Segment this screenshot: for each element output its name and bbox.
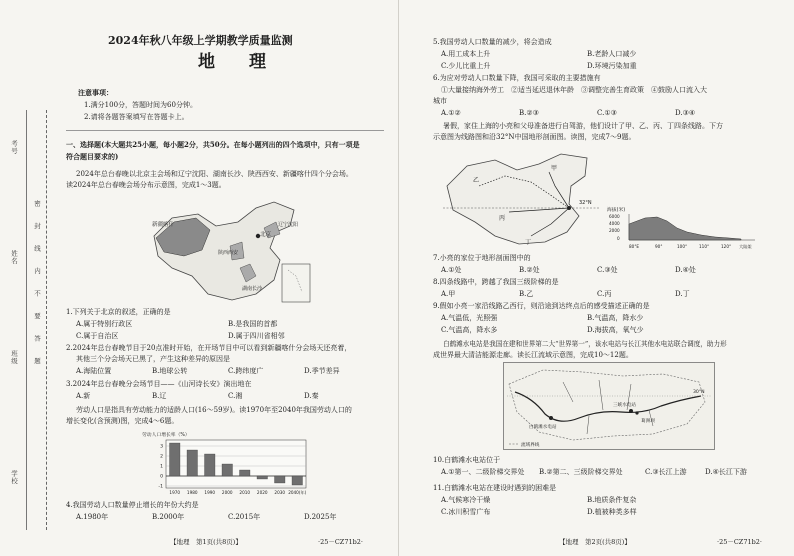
q6-stem: 6.为应对劳动人口数量下降，我国可采取的主要措施有 <box>433 74 601 82</box>
q11-option-a: A.气候寒冷干燥 <box>441 496 491 504</box>
profile-x-90: 90° <box>655 244 663 249</box>
chart-bar-2040(年) <box>292 476 303 485</box>
left-footer: 【地理 第1页(共8页)】 <box>170 538 242 546</box>
q4-stem: 4.我国劳动人口数量停止增长的年份大约是 <box>66 501 199 509</box>
profile-y-6000: 6000 <box>609 214 620 219</box>
q8-option-d: D.丁 <box>675 290 690 298</box>
note-1: 1.满分100分，答题时间为60分钟。 <box>84 101 197 109</box>
q1-option-a: A.属于特别行政区 <box>76 320 133 328</box>
chart-xtick-label: 2020 <box>256 490 268 495</box>
q6-items-tail: 城市 <box>433 97 447 105</box>
labour-growth-chart <box>140 428 310 498</box>
label-gezhouba: 葛洲坝 <box>641 419 655 424</box>
profile-y-4000: 4000 <box>609 221 620 226</box>
chart-xtick-label: 2010 <box>239 490 251 495</box>
profile-y-0: 0 <box>617 236 620 241</box>
chart-bar-1990 <box>205 454 216 476</box>
q1-option-c: C.属于自治区 <box>76 332 119 340</box>
q8-option-a: A.甲 <box>441 290 456 298</box>
label-kashgar: 新疆喀什 <box>152 222 175 228</box>
left-code: ·25－CZ71b2· <box>318 538 363 546</box>
q8-option-c: C.丙 <box>597 290 612 298</box>
number-label: 考号 <box>10 140 18 155</box>
chart-bar-2000 <box>222 464 233 476</box>
q4-option-b: B.2000年 <box>152 513 185 521</box>
chart-xtick-label: 2000 <box>221 490 233 495</box>
route-label-bing: 丙 <box>499 215 506 222</box>
exam-title: 2024年秋八年级上学期教学质量监测 <box>108 34 293 47</box>
q2-option-c: C.跨纬度广 <box>228 367 264 375</box>
profile-x-120: 120° <box>721 244 732 249</box>
yangtze-basin-map <box>503 362 715 450</box>
chart-xtick-label: 1970 <box>169 490 181 495</box>
label-xian: 陕西西安 <box>218 250 239 256</box>
q11-stem: 11.白鹤滩水电站在建设时遇到的困难是 <box>433 484 557 492</box>
binding-line <box>26 110 27 530</box>
chart-bar-1980 <box>187 450 198 476</box>
q9-option-c: C.气温高，降水多 <box>441 326 498 334</box>
q6-option-b: B.②③ <box>519 109 539 117</box>
q3-option-d: D.秦 <box>304 392 319 400</box>
label-changsha: 湖南长沙 <box>242 286 263 292</box>
chart-xtick-label: 2040(年) <box>288 490 307 495</box>
school-label: 学校 <box>10 470 18 485</box>
divider <box>66 130 384 131</box>
chart-xtick-label: 1990 <box>204 490 216 495</box>
gala-venue-map <box>146 196 316 308</box>
q9-option-a: A.气温低，光照强 <box>441 314 498 322</box>
q7-option-b: B.②处 <box>519 266 540 274</box>
intro1-line1: 2024年总台春晚以北京主会场和辽宁沈阳、湖南长沙、陕西西安、新疆喀什四个分会场。 <box>76 170 353 178</box>
q11-option-c: C.冰川积雪广布 <box>441 508 491 516</box>
q4-option-a: A.1980年 <box>76 513 109 521</box>
route-label-32n: 32°N <box>579 200 592 206</box>
profile-sea-label: 大陆架 <box>739 244 752 249</box>
label-30n: 30°N <box>693 390 705 395</box>
seal-line <box>46 110 47 530</box>
q3-option-b: B.辽 <box>152 392 167 400</box>
q2-option-b: B.地球公转 <box>152 367 188 375</box>
q2-option-d: D.季节差异 <box>304 367 340 375</box>
shanghai-dot <box>567 206 571 210</box>
q5-option-b: B.老龄人口减少 <box>587 50 637 58</box>
q10-option-a: A.①第一、二级阶梯交界处 <box>441 468 525 476</box>
notes-heading: 注意事项： <box>78 88 113 97</box>
q2-option-a: A.海陆位置 <box>76 367 112 375</box>
intro2-line1: 劳动人口是指具有劳动能力的适龄人口(16～59岁)。读1970年至2040年我国劳动人口的 <box>76 406 352 414</box>
label-shenyang: 辽宁沈阳 <box>278 222 299 228</box>
right-footer: 【地理 第2页(共8页)】 <box>559 538 631 546</box>
profile-y-2000: 2000 <box>609 228 620 233</box>
chart-bar-2010 <box>240 470 251 476</box>
q6-option-d: D.③④ <box>675 109 696 117</box>
section1-heading: 一、选择题(本大题共25小题，每小题2分，共50分。在每小题列出的四个选项中，只有一项是 <box>66 140 360 149</box>
subject-title: 地 理 <box>198 52 266 72</box>
chart-xtick-label: 2030 <box>274 490 286 495</box>
label-beijing: 北京 <box>260 232 272 238</box>
section1-heading-2: 符合题目要求的) <box>66 152 119 161</box>
profile-x-110: 110° <box>699 244 710 249</box>
chart-bar-2020 <box>257 476 268 479</box>
q3-stem: 3.2024年总台春晚分会场节目——《山河诗长安》演出地在 <box>66 380 252 388</box>
chart-bar-1970 <box>170 443 181 476</box>
seal-text: 密 封 线 内 不 要 答 题 <box>33 200 41 365</box>
intro4-line2: 成世界最大清洁能源走廊。读长江流域示意图，完成10～12题。 <box>433 351 633 359</box>
q6-option-c: C.①③ <box>597 109 617 117</box>
three-gorges-dot <box>629 409 633 413</box>
note-2: 2.请将各题答案填写在答题卡上。 <box>84 113 189 121</box>
route-label-jia: 甲 <box>551 165 558 172</box>
name-label: 姓名 <box>10 250 18 265</box>
q1-stem: 1.下列关于北京的叙述，正确的是 <box>66 308 171 316</box>
q7-option-c: C.③处 <box>597 266 618 274</box>
class-label: 班级 <box>10 350 18 365</box>
q7-option-d: D.④处 <box>675 266 696 274</box>
q2-stem-2: 其他三个分会场天已黑了，产生这种差异的原因是 <box>76 355 230 363</box>
q5-option-c: C.少儿比重上升 <box>441 62 491 70</box>
q7-stem: 7.小亮的家位于地形剖面图中的 <box>433 254 531 262</box>
chart-ytick-label: 2 <box>160 454 163 460</box>
q8-stem: 8.四条线路中，跨越了我国三级阶梯的是 <box>433 278 559 286</box>
baihetan-dot <box>549 416 553 420</box>
q6-items: ①大量接纳海外劳工 ②适当延迟退休年龄 ③调整完善生育政策 ④鼓励人口流入大 <box>441 86 707 94</box>
label-three-gorges: 三峡水电站 <box>613 403 636 408</box>
q10-option-c: C.③长江上游 <box>645 468 687 476</box>
q10-option-b: B.②第二、三级阶梯交界处 <box>539 468 623 476</box>
terrain-profile <box>605 204 759 252</box>
profile-terrain <box>629 217 741 240</box>
route-label-ding: 丁 <box>525 239 532 246</box>
q9-option-d: D.海拔高，氧气少 <box>587 326 644 334</box>
profile-x-80: 80°E <box>629 244 640 249</box>
right-code: ·25－CZ71b2· <box>717 538 762 546</box>
q8-option-b: B.乙 <box>519 290 534 298</box>
q5-option-a: A.用工成本上升 <box>441 50 491 58</box>
q11-option-d: D.植被种类多样 <box>587 508 637 516</box>
right-page <box>398 0 794 556</box>
q5-stem: 5.我国劳动人口数量的减少，将会造成 <box>433 38 552 46</box>
q3-option-c: C.湘 <box>228 392 243 400</box>
chart-ytick-label: 1 <box>160 464 163 470</box>
chart-ytick-label: 3 <box>160 444 163 450</box>
q2-stem: 2.2024年总台春晚节目于20点准时开始，在开场节目中可以看到新疆喀什分会场天还亮着， <box>66 344 352 352</box>
intro3-line1: 暑假，家住上海的小亮和父母准备进行自驾游，他们设计了甲、乙、丙、丁四条线路。下方 <box>443 122 723 130</box>
intro4-line1: 白鹤滩水电站是我国在建和世界第二大“世界第一”，该水电站与长江其他水电站联合调度，助力形 <box>443 340 727 348</box>
q1-option-d: D.属于四川省相邻 <box>228 332 285 340</box>
chart-ytick-label: 0 <box>160 474 163 480</box>
q9-option-b: B.气温高，降水少 <box>587 314 644 322</box>
q3-option-a: A.新 <box>76 392 91 400</box>
q6-option-a: A.①② <box>441 109 461 117</box>
intro1-line2: 读2024年总台春晚会场分布示意图，完成1～3题。 <box>66 181 226 189</box>
q1-option-b: B.是我国的首都 <box>228 320 278 328</box>
legend-basin-boundary: 流域界线 <box>521 443 540 448</box>
q7-option-a: A.①处 <box>441 266 462 274</box>
chart-ylabel: 劳动人口增长率（%） <box>142 433 190 438</box>
route-label-yi: 乙 <box>473 177 480 184</box>
intro2-line2: 增长变化(含预测)图，完成4～6题。 <box>66 417 179 425</box>
south-sea-inset <box>282 264 310 302</box>
chart-ytick-label: -1 <box>158 484 163 490</box>
profile-title: 海拔(米) <box>607 208 626 213</box>
q4-option-d: D.2025年 <box>304 513 337 521</box>
chart-xtick-label: 1980 <box>186 490 198 495</box>
q5-option-d: D.环境污染加重 <box>587 62 637 70</box>
q9-stem: 9.假如小亮一家沿线路乙西行，则沿途到达终点后的感受描述正确的是 <box>433 302 650 310</box>
chart-bar-2030 <box>275 476 286 483</box>
intro3-line2: 示意图为线路图和沿32°N中国地形剖面图。读图，完成7～9题。 <box>433 133 636 141</box>
label-baihetan: 白鹤滩水电站 <box>529 425 557 430</box>
profile-x-100: 100° <box>677 244 688 249</box>
q10-option-d: D.④长江下游 <box>705 468 747 476</box>
q11-option-b: B.地质条件复杂 <box>587 496 637 504</box>
q10-stem: 10.白鹤滩水电站位于 <box>433 456 501 464</box>
q4-option-c: C.2015年 <box>228 513 261 521</box>
route-map <box>439 146 607 246</box>
